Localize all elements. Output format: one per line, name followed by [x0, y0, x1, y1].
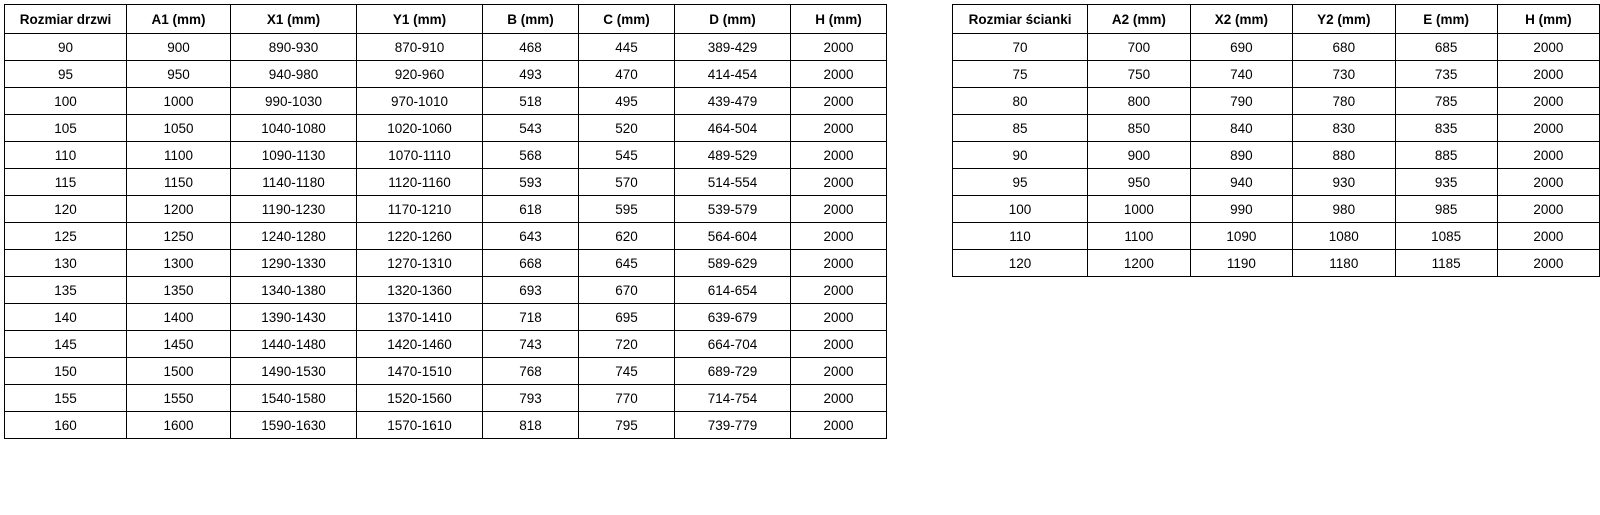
table-cell: 2000 — [791, 196, 887, 223]
table-cell: 750 — [1088, 61, 1191, 88]
table-cell: 668 — [483, 250, 579, 277]
table-row — [953, 250, 1600, 277]
table-cell: 514-554 — [675, 169, 791, 196]
column-header: B (mm) — [483, 5, 579, 34]
table-cell: 150 — [5, 358, 127, 385]
walls-table-header — [953, 5, 1600, 34]
table-cell: 639-679 — [675, 304, 791, 331]
table-cell: 2000 — [791, 277, 887, 304]
column-header: Y1 (mm) — [357, 5, 483, 34]
table-cell: 1250 — [127, 223, 231, 250]
table-cell: 990 — [1190, 196, 1292, 223]
column-header: X1 (mm) — [231, 5, 357, 34]
table-cell: 2000 — [791, 385, 887, 412]
table-row — [953, 88, 1600, 115]
table-cell: 145 — [5, 331, 127, 358]
doors-table-body — [5, 34, 887, 439]
table-cell: 1000 — [1088, 196, 1191, 223]
table-cell: 2000 — [791, 115, 887, 142]
table-cell: 1090 — [1190, 223, 1292, 250]
table-cell: 2000 — [1497, 196, 1599, 223]
table-row — [5, 61, 887, 88]
table-cell: 520 — [579, 115, 675, 142]
table-cell: 689-729 — [675, 358, 791, 385]
table-cell: 890-930 — [231, 34, 357, 61]
table-cell: 740 — [1190, 61, 1292, 88]
column-header: H (mm) — [791, 5, 887, 34]
table-cell: 1100 — [127, 142, 231, 169]
table-cell: 110 — [953, 223, 1088, 250]
table-cell: 2000 — [1497, 88, 1599, 115]
table-cell: 564-604 — [675, 223, 791, 250]
table-cell: 1185 — [1395, 250, 1497, 277]
table-cell: 468 — [483, 34, 579, 61]
table-cell: 115 — [5, 169, 127, 196]
table-row — [5, 331, 887, 358]
table-cell: 614-654 — [675, 277, 791, 304]
table-cell: 1320-1360 — [357, 277, 483, 304]
table-cell: 1240-1280 — [231, 223, 357, 250]
table-cell: 940 — [1190, 169, 1292, 196]
table-cell: 730 — [1293, 61, 1395, 88]
table-cell: 135 — [5, 277, 127, 304]
table-cell: 890 — [1190, 142, 1292, 169]
table-cell: 100 — [953, 196, 1088, 223]
table-cell: 1085 — [1395, 223, 1497, 250]
table-cell: 2000 — [791, 34, 887, 61]
table-cell: 80 — [953, 88, 1088, 115]
table-cell: 950 — [127, 61, 231, 88]
table-cell: 900 — [127, 34, 231, 61]
table-cell: 130 — [5, 250, 127, 277]
table-row — [5, 277, 887, 304]
table-cell: 1080 — [1293, 223, 1395, 250]
table-cell: 950 — [1088, 169, 1191, 196]
table-cell: 643 — [483, 223, 579, 250]
table-cell: 1520-1560 — [357, 385, 483, 412]
table-cell: 1050 — [127, 115, 231, 142]
table-cell: 2000 — [1497, 61, 1599, 88]
table-cell: 155 — [5, 385, 127, 412]
column-header: Rozmiar drzwi — [5, 5, 127, 34]
table-cell: 768 — [483, 358, 579, 385]
column-header: Rozmiar ścianki — [953, 5, 1088, 34]
table-cell: 2000 — [791, 304, 887, 331]
table-cell: 695 — [579, 304, 675, 331]
walls-table-body — [953, 34, 1600, 277]
table-cell: 2000 — [791, 331, 887, 358]
table-row — [953, 115, 1600, 142]
table-cell: 1590-1630 — [231, 412, 357, 439]
table-cell: 489-529 — [675, 142, 791, 169]
table-cell: 1120-1160 — [357, 169, 483, 196]
table-row — [953, 61, 1600, 88]
table-cell: 793 — [483, 385, 579, 412]
walls-dimensions-table-container — [952, 4, 1600, 277]
table-cell: 414-454 — [675, 61, 791, 88]
table-cell: 835 — [1395, 115, 1497, 142]
table-cell: 1190-1230 — [231, 196, 357, 223]
table-cell: 543 — [483, 115, 579, 142]
table-row — [5, 358, 887, 385]
table-cell: 1570-1610 — [357, 412, 483, 439]
table-cell: 518 — [483, 88, 579, 115]
table-cell: 718 — [483, 304, 579, 331]
table-cell: 990-1030 — [231, 88, 357, 115]
table-cell: 900 — [1088, 142, 1191, 169]
table-cell: 1300 — [127, 250, 231, 277]
table-row — [5, 88, 887, 115]
table-cell: 1350 — [127, 277, 231, 304]
table-cell: 930 — [1293, 169, 1395, 196]
table-cell: 495 — [579, 88, 675, 115]
table-row — [5, 223, 887, 250]
table-cell: 100 — [5, 88, 127, 115]
table-cell: 670 — [579, 277, 675, 304]
table-cell: 850 — [1088, 115, 1191, 142]
table-cell: 870-910 — [357, 34, 483, 61]
table-cell: 1180 — [1293, 250, 1395, 277]
table-cell: 1490-1530 — [231, 358, 357, 385]
table-cell: 2000 — [791, 358, 887, 385]
table-cell: 2000 — [1497, 169, 1599, 196]
table-row — [5, 142, 887, 169]
table-cell: 1550 — [127, 385, 231, 412]
table-cell: 745 — [579, 358, 675, 385]
column-header: X2 (mm) — [1190, 5, 1292, 34]
table-row — [953, 34, 1600, 61]
table-cell: 1400 — [127, 304, 231, 331]
table-cell: 1090-1130 — [231, 142, 357, 169]
table-cell: 539-579 — [675, 196, 791, 223]
table-cell: 140 — [5, 304, 127, 331]
table-cell: 2000 — [1497, 223, 1599, 250]
table-row — [5, 412, 887, 439]
table-cell: 470 — [579, 61, 675, 88]
table-header-row — [5, 5, 887, 34]
table-cell: 1470-1510 — [357, 358, 483, 385]
table-cell: 743 — [483, 331, 579, 358]
table-cell: 818 — [483, 412, 579, 439]
table-cell: 2000 — [791, 412, 887, 439]
doors-dimensions-table-container — [4, 4, 887, 439]
table-cell: 980 — [1293, 196, 1395, 223]
table-cell: 714-754 — [675, 385, 791, 412]
table-cell: 2000 — [791, 169, 887, 196]
table-row — [5, 169, 887, 196]
table-cell: 90 — [5, 34, 127, 61]
column-header: C (mm) — [579, 5, 675, 34]
table-cell: 545 — [579, 142, 675, 169]
column-header: H (mm) — [1497, 5, 1599, 34]
table-cell: 1070-1110 — [357, 142, 483, 169]
table-row — [5, 250, 887, 277]
table-cell: 700 — [1088, 34, 1191, 61]
table-cell: 770 — [579, 385, 675, 412]
table-row — [5, 304, 887, 331]
table-cell: 2000 — [791, 223, 887, 250]
table-cell: 2000 — [791, 88, 887, 115]
table-cell: 120 — [5, 196, 127, 223]
table-cell: 120 — [953, 250, 1088, 277]
table-cell: 1290-1330 — [231, 250, 357, 277]
table-cell: 1540-1580 — [231, 385, 357, 412]
table-cell: 970-1010 — [357, 88, 483, 115]
table-cell: 1100 — [1088, 223, 1191, 250]
table-cell: 90 — [953, 142, 1088, 169]
table-cell: 1200 — [1088, 250, 1191, 277]
table-header-row — [953, 5, 1600, 34]
table-cell: 439-479 — [675, 88, 791, 115]
table-cell: 1500 — [127, 358, 231, 385]
table-cell: 1000 — [127, 88, 231, 115]
table-cell: 790 — [1190, 88, 1292, 115]
table-cell: 620 — [579, 223, 675, 250]
table-cell: 70 — [953, 34, 1088, 61]
table-cell: 75 — [953, 61, 1088, 88]
column-header: E (mm) — [1395, 5, 1497, 34]
table-row — [5, 385, 887, 412]
table-cell: 2000 — [791, 142, 887, 169]
table-cell: 1340-1380 — [231, 277, 357, 304]
column-header: A2 (mm) — [1088, 5, 1191, 34]
table-cell: 1450 — [127, 331, 231, 358]
table-cell: 105 — [5, 115, 127, 142]
table-cell: 110 — [5, 142, 127, 169]
walls-dimensions-table — [952, 4, 1600, 277]
table-cell: 885 — [1395, 142, 1497, 169]
table-cell: 935 — [1395, 169, 1497, 196]
table-cell: 95 — [953, 169, 1088, 196]
table-cell: 940-980 — [231, 61, 357, 88]
table-cell: 2000 — [1497, 142, 1599, 169]
table-row — [5, 115, 887, 142]
table-cell: 830 — [1293, 115, 1395, 142]
table-cell: 125 — [5, 223, 127, 250]
table-cell: 1040-1080 — [231, 115, 357, 142]
table-cell: 920-960 — [357, 61, 483, 88]
table-cell: 2000 — [1497, 250, 1599, 277]
table-cell: 589-629 — [675, 250, 791, 277]
table-row — [953, 223, 1600, 250]
table-cell: 1170-1210 — [357, 196, 483, 223]
table-cell: 493 — [483, 61, 579, 88]
table-cell: 880 — [1293, 142, 1395, 169]
table-cell: 800 — [1088, 88, 1191, 115]
table-cell: 593 — [483, 169, 579, 196]
doors-dimensions-table — [4, 4, 887, 439]
table-cell: 160 — [5, 412, 127, 439]
table-cell: 464-504 — [675, 115, 791, 142]
table-row — [5, 34, 887, 61]
table-cell: 1020-1060 — [357, 115, 483, 142]
table-cell: 1200 — [127, 196, 231, 223]
table-cell: 780 — [1293, 88, 1395, 115]
table-cell: 389-429 — [675, 34, 791, 61]
table-cell: 570 — [579, 169, 675, 196]
table-cell: 2000 — [1497, 115, 1599, 142]
table-row — [953, 169, 1600, 196]
table-cell: 739-779 — [675, 412, 791, 439]
table-row — [5, 196, 887, 223]
table-cell: 785 — [1395, 88, 1497, 115]
table-cell: 2000 — [791, 61, 887, 88]
table-cell: 1390-1430 — [231, 304, 357, 331]
table-cell: 1420-1460 — [357, 331, 483, 358]
table-row — [953, 196, 1600, 223]
table-cell: 985 — [1395, 196, 1497, 223]
table-cell: 2000 — [1497, 34, 1599, 61]
table-cell: 1140-1180 — [231, 169, 357, 196]
table-cell: 735 — [1395, 61, 1497, 88]
table-cell: 720 — [579, 331, 675, 358]
column-header: A1 (mm) — [127, 5, 231, 34]
table-cell: 690 — [1190, 34, 1292, 61]
table-cell: 568 — [483, 142, 579, 169]
table-cell: 1370-1410 — [357, 304, 483, 331]
table-cell: 1150 — [127, 169, 231, 196]
table-cell: 595 — [579, 196, 675, 223]
column-header: Y2 (mm) — [1293, 5, 1395, 34]
table-cell: 840 — [1190, 115, 1292, 142]
table-cell: 685 — [1395, 34, 1497, 61]
table-cell: 680 — [1293, 34, 1395, 61]
doors-table-header — [5, 5, 887, 34]
table-cell: 618 — [483, 196, 579, 223]
table-row — [953, 142, 1600, 169]
table-cell: 445 — [579, 34, 675, 61]
table-cell: 1600 — [127, 412, 231, 439]
table-cell: 85 — [953, 115, 1088, 142]
table-cell: 1220-1260 — [357, 223, 483, 250]
table-cell: 1270-1310 — [357, 250, 483, 277]
table-cell: 795 — [579, 412, 675, 439]
table-cell: 2000 — [791, 250, 887, 277]
table-cell: 1440-1480 — [231, 331, 357, 358]
table-cell: 693 — [483, 277, 579, 304]
table-cell: 95 — [5, 61, 127, 88]
table-cell: 1190 — [1190, 250, 1292, 277]
column-header: D (mm) — [675, 5, 791, 34]
table-cell: 645 — [579, 250, 675, 277]
table-cell: 664-704 — [675, 331, 791, 358]
